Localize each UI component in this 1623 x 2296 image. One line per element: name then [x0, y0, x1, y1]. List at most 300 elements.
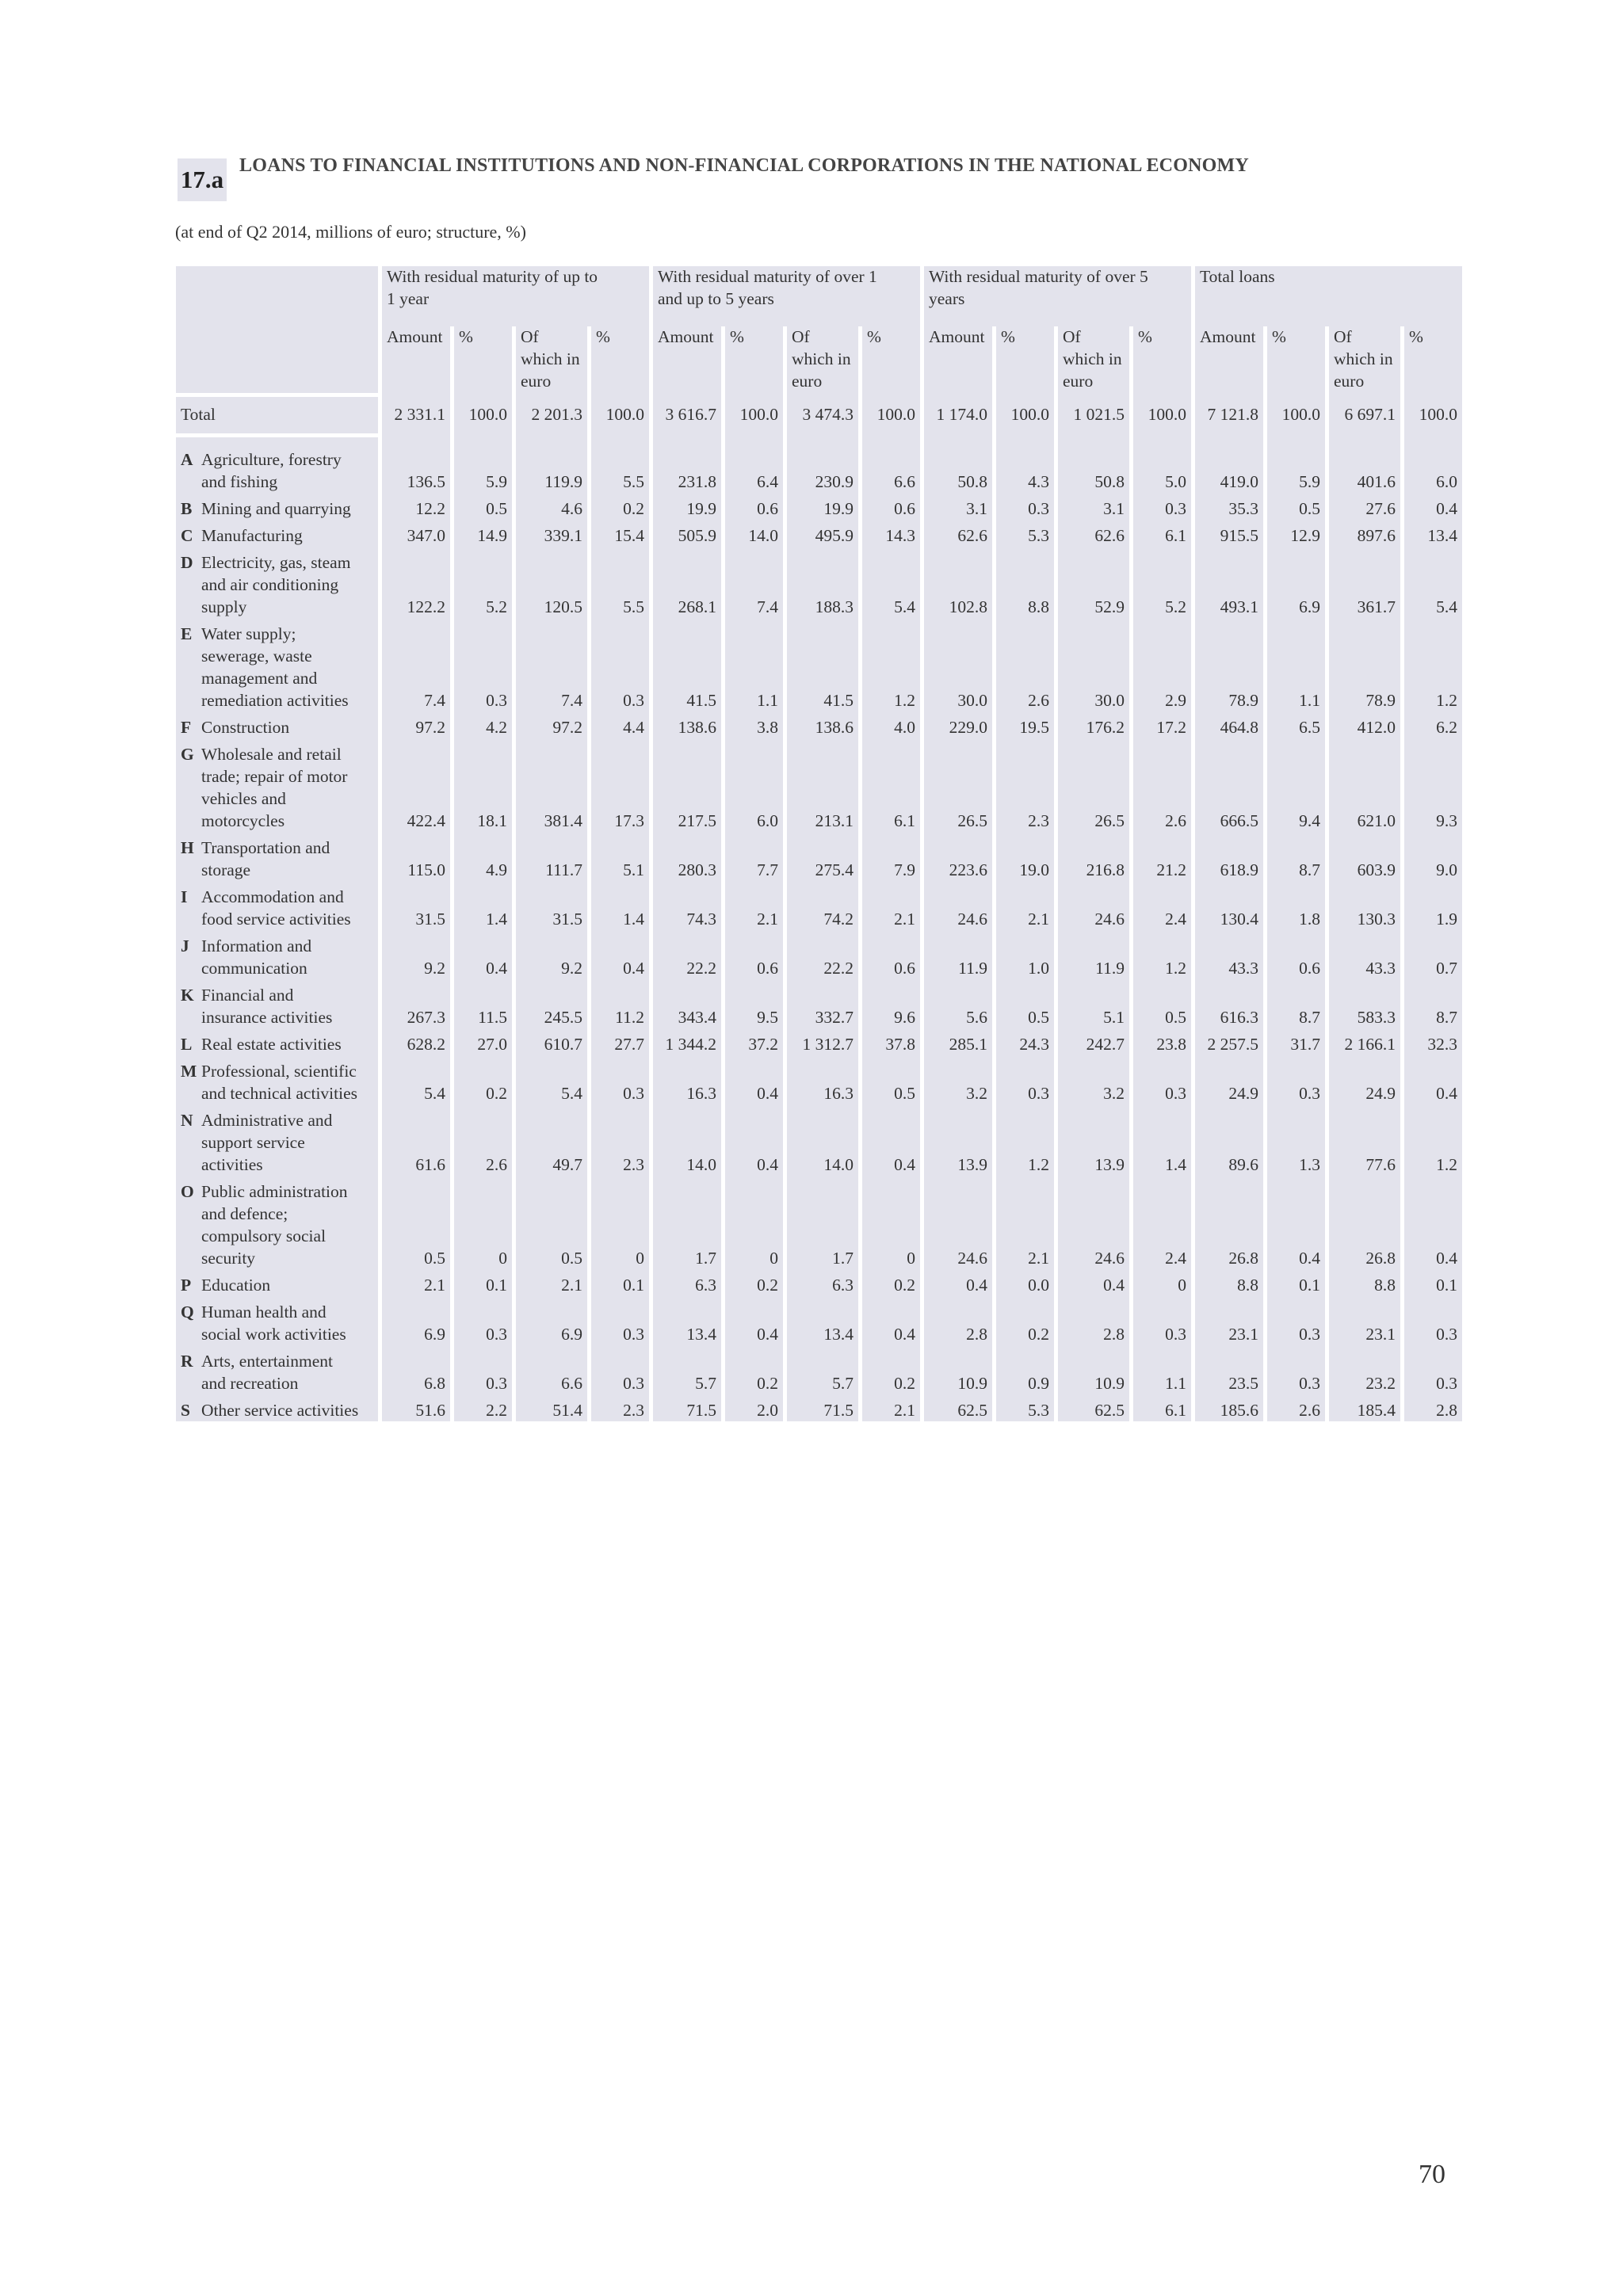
table-cell: 666.5 [1195, 738, 1263, 832]
table-cell: 628.2 [382, 1028, 450, 1055]
table-cell: 24.6 [1058, 881, 1129, 930]
table-row [176, 1028, 1462, 1055]
column-subheader: Of which in euro [516, 326, 587, 393]
table-cell: 10.9 [1058, 1345, 1129, 1394]
row-label-cell [176, 1394, 378, 1421]
table-cell: 78.9 [1329, 618, 1400, 711]
table-cell: 505.9 [653, 520, 721, 547]
table-cell: 115.0 [382, 832, 450, 881]
table-cell: 1.9 [1404, 881, 1462, 930]
table-cell: 2.1 [996, 881, 1054, 930]
table-cell: 493.1 [1195, 547, 1263, 618]
table-cell: 2.3 [591, 1394, 649, 1421]
table-cell: 4.6 [516, 493, 587, 520]
table-cell: 0.1 [1404, 1269, 1462, 1296]
table-cell: 6.1 [1133, 520, 1191, 547]
row-label-cell [176, 520, 378, 547]
table-cell: 0.7 [1404, 930, 1462, 979]
column-group-header [382, 266, 649, 326]
row-label: Other service activities [201, 1400, 359, 1420]
table-cell: 0.3 [1133, 1055, 1191, 1104]
table-cell: 41.5 [653, 618, 721, 711]
table-cell: 5.6 [924, 979, 992, 1028]
table-cell: 5.9 [1267, 437, 1325, 493]
table-row [176, 1176, 1462, 1269]
table-cell: 12.2 [382, 493, 450, 520]
row-letter: K [181, 985, 194, 1005]
table-cell: 0 [454, 1176, 512, 1269]
table-cell: 3.8 [725, 711, 783, 738]
table-cell: 51.6 [382, 1394, 450, 1421]
table-cell: 6.5 [1267, 711, 1325, 738]
row-label: Manufacturing [201, 525, 303, 545]
table-cell: 280.3 [653, 832, 721, 881]
table-cell: 119.9 [516, 437, 587, 493]
table-cell: 343.4 [653, 979, 721, 1028]
table-cell: 3.1 [924, 493, 992, 520]
table-cell: 4.9 [454, 832, 512, 881]
table-cell: 77.6 [1329, 1104, 1400, 1176]
table-cell: 9.2 [382, 930, 450, 979]
table-cell: 51.4 [516, 1394, 587, 1421]
row-label: Electricity, gas, steam and air conditioning supply [201, 552, 351, 616]
table-cell: 6.1 [1133, 1394, 1191, 1421]
table-cell: 1.7 [653, 1176, 721, 1269]
table-cell: 74.2 [787, 881, 858, 930]
table-cell: 2 166.1 [1329, 1028, 1400, 1055]
table-cell: 19.9 [653, 493, 721, 520]
row-label: Administrative and support service activities [201, 1110, 333, 1174]
table-cell: 0.6 [1267, 930, 1325, 979]
row-letter: D [181, 552, 193, 572]
table-cell: 6.1 [862, 738, 920, 832]
table-cell: 0.3 [454, 1296, 512, 1345]
table-cell: 1.8 [1267, 881, 1325, 930]
table-cell: 2 257.5 [1195, 1028, 1263, 1055]
table-cell: 0.5 [516, 1176, 587, 1269]
table-cell: 3 616.7 [653, 397, 721, 433]
table-cell: 0.2 [454, 1055, 512, 1104]
table-cell: 31.5 [382, 881, 450, 930]
table-cell: 100.0 [996, 397, 1054, 433]
table-cell: 0.1 [591, 1269, 649, 1296]
table-cell: 621.0 [1329, 738, 1400, 832]
table-cell: 0.3 [1267, 1055, 1325, 1104]
table-cell: 0.4 [725, 1296, 783, 1345]
row-letter: S [181, 1400, 190, 1420]
table-cell: 22.2 [787, 930, 858, 979]
table-row [176, 1296, 1462, 1345]
table-cell: 185.4 [1329, 1394, 1400, 1421]
table-cell: 138.6 [787, 711, 858, 738]
table-cell: 100.0 [591, 397, 649, 433]
table-cell: 2 201.3 [516, 397, 587, 433]
table-cell: 22.2 [653, 930, 721, 979]
table-cell: 0.2 [591, 493, 649, 520]
row-label-cell [176, 881, 378, 930]
table-cell: 0.5 [454, 493, 512, 520]
table-cell: 1 174.0 [924, 397, 992, 433]
table-cell: 24.3 [996, 1028, 1054, 1055]
row-letter: B [181, 498, 193, 518]
table-cell: 1.4 [1133, 1104, 1191, 1176]
table-cell: 347.0 [382, 520, 450, 547]
table-row [176, 1269, 1462, 1296]
table-cell: 8.7 [1267, 979, 1325, 1028]
table-cell: 16.3 [787, 1055, 858, 1104]
table-cell: 9.6 [862, 979, 920, 1028]
table-cell: 6.3 [787, 1269, 858, 1296]
table-row [176, 520, 1462, 547]
table-cell: 0.6 [862, 493, 920, 520]
table-cell: 0.2 [862, 1345, 920, 1394]
table-cell: 0.2 [862, 1269, 920, 1296]
row-label: Agriculture, forestry and fishing [201, 449, 342, 491]
column-subheader: Of which in euro [1329, 326, 1400, 393]
table-cell: 14.9 [454, 520, 512, 547]
table-row [176, 832, 1462, 881]
table-cell: 0.4 [591, 930, 649, 979]
table-cell: 100.0 [725, 397, 783, 433]
table-cell: 97.2 [516, 711, 587, 738]
table-cell: 6.0 [1404, 437, 1462, 493]
table-cell: 2.6 [454, 1104, 512, 1176]
table-cell: 0.9 [996, 1345, 1054, 1394]
table-cell: 13.9 [1058, 1104, 1129, 1176]
table-cell: 245.5 [516, 979, 587, 1028]
table-cell: 5.2 [1133, 547, 1191, 618]
table-cell: 30.0 [924, 618, 992, 711]
table-cell: 0.4 [1404, 1176, 1462, 1269]
table-cell: 1 021.5 [1058, 397, 1129, 433]
table-cell: 0.5 [996, 979, 1054, 1028]
loans-table [172, 266, 1466, 1421]
table-cell: 332.7 [787, 979, 858, 1028]
table-cell: 10.9 [924, 1345, 992, 1394]
column-group-header [1195, 266, 1462, 326]
row-label-cell [176, 1269, 378, 1296]
header-corner [176, 266, 378, 393]
table-cell: 19.5 [996, 711, 1054, 738]
row-label: Education [201, 1275, 271, 1295]
column-group-label: With residual maturity of over 1 and up to 5 years [658, 267, 877, 308]
table-cell: 267.3 [382, 979, 450, 1028]
table-cell: 2.8 [1058, 1296, 1129, 1345]
column-group-label: With residual maturity of up to 1 year [387, 267, 598, 308]
table-cell: 8.7 [1267, 832, 1325, 881]
column-subheader: % [1404, 326, 1462, 393]
table-cell: 27.7 [591, 1028, 649, 1055]
table-cell: 0.0 [996, 1269, 1054, 1296]
table-cell: 2.8 [924, 1296, 992, 1345]
row-label-cell [176, 547, 378, 618]
row-label: Wholesale and retail trade; repair of motor vehicles and motorcycles [201, 744, 348, 830]
table-row [176, 1394, 1462, 1421]
table-cell: 27.6 [1329, 493, 1400, 520]
row-label-cell [176, 1176, 378, 1269]
table-cell: 412.0 [1329, 711, 1400, 738]
row-letter: R [181, 1351, 193, 1371]
table-cell: 0.4 [454, 930, 512, 979]
table-cell: 213.1 [787, 738, 858, 832]
table-cell: 6.2 [1404, 711, 1462, 738]
table-cell: 6.9 [382, 1296, 450, 1345]
table-cell: 361.7 [1329, 547, 1400, 618]
row-label: Total [176, 397, 378, 433]
row-letter: P [181, 1275, 192, 1295]
table-cell: 5.4 [862, 547, 920, 618]
table-cell: 5.1 [591, 832, 649, 881]
table-cell: 2.0 [725, 1394, 783, 1421]
table-cell: 0.4 [1404, 493, 1462, 520]
table-cell: 2.1 [862, 1394, 920, 1421]
column-subheader: Of which in euro [787, 326, 858, 393]
table-cell: 897.6 [1329, 520, 1400, 547]
table-cell: 0 [1133, 1269, 1191, 1296]
column-subheader: % [591, 326, 649, 393]
table-cell: 41.5 [787, 618, 858, 711]
row-label: Transportation and storage [201, 837, 330, 879]
table-row [176, 930, 1462, 979]
table-row [176, 1345, 1462, 1394]
table-cell: 3.2 [1058, 1055, 1129, 1104]
row-letter: N [181, 1110, 193, 1130]
table-cell: 100.0 [1267, 397, 1325, 433]
table-cell: 2.4 [1133, 881, 1191, 930]
table-row [176, 547, 1462, 618]
table-cell: 7 121.8 [1195, 397, 1263, 433]
table-cell: 0.3 [591, 1296, 649, 1345]
table-cell: 78.9 [1195, 618, 1263, 711]
row-label-cell [176, 1104, 378, 1176]
table-cell: 229.0 [924, 711, 992, 738]
table-cell: 6.9 [1267, 547, 1325, 618]
table-cell: 11.9 [924, 930, 992, 979]
table-cell: 0.3 [1404, 1345, 1462, 1394]
table-cell: 7.4 [516, 618, 587, 711]
table-cell: 0.6 [725, 930, 783, 979]
table-cell: 5.0 [1133, 437, 1191, 493]
row-letter: Q [181, 1302, 194, 1322]
table-cell: 0.1 [454, 1269, 512, 1296]
table-cell: 30.0 [1058, 618, 1129, 711]
table-cell: 223.6 [924, 832, 992, 881]
table-row [176, 1055, 1462, 1104]
table-cell: 0.3 [1267, 1345, 1325, 1394]
column-group-header [653, 266, 920, 326]
table-cell: 1.7 [787, 1176, 858, 1269]
table-cell: 1.1 [725, 618, 783, 711]
table-cell: 2.2 [454, 1394, 512, 1421]
table-cell: 0.3 [1133, 493, 1191, 520]
table-cell: 2.6 [996, 618, 1054, 711]
table-cell: 13.4 [787, 1296, 858, 1345]
table-cell: 11.2 [591, 979, 649, 1028]
table-cell: 185.6 [1195, 1394, 1263, 1421]
table-cell: 13.9 [924, 1104, 992, 1176]
table-cell: 7.7 [725, 832, 783, 881]
table-row [176, 437, 1462, 493]
table-cell: 9.0 [1404, 832, 1462, 881]
row-letter: G [181, 744, 194, 764]
table-cell: 6.6 [862, 437, 920, 493]
table-cell: 24.9 [1329, 1055, 1400, 1104]
table-cell: 5.7 [653, 1345, 721, 1394]
column-subheader: % [996, 326, 1054, 393]
table-cell: 14.3 [862, 520, 920, 547]
table-cell: 49.7 [516, 1104, 587, 1176]
column-subheader: Amount [382, 326, 450, 393]
table-cell: 24.9 [1195, 1055, 1263, 1104]
table-cell: 2.1 [382, 1269, 450, 1296]
table-cell: 27.0 [454, 1028, 512, 1055]
table-cell: 35.3 [1195, 493, 1263, 520]
table-cell: 7.4 [382, 618, 450, 711]
table-cell: 4.3 [996, 437, 1054, 493]
table-cell: 138.6 [653, 711, 721, 738]
table-cell: 6.9 [516, 1296, 587, 1345]
table-cell: 4.0 [862, 711, 920, 738]
table-subtitle: (at end of Q2 2014, millions of euro; structure, %) [175, 222, 526, 242]
table-cell: 50.8 [924, 437, 992, 493]
table-cell: 71.5 [787, 1394, 858, 1421]
column-group-label: With residual maturity of over 5 years [929, 267, 1148, 308]
table-cell: 242.7 [1058, 1028, 1129, 1055]
table-cell: 1.2 [862, 618, 920, 711]
row-label: Water supply; sewerage, waste management and remediation activities [201, 624, 349, 710]
table-cell: 2.8 [1404, 1394, 1462, 1421]
row-label: Real estate activities [201, 1034, 342, 1054]
table-cell: 5.5 [591, 547, 649, 618]
column-subheader: % [1267, 326, 1325, 393]
table-cell: 2.6 [1133, 738, 1191, 832]
table-cell: 17.3 [591, 738, 649, 832]
table-cell: 0.4 [1267, 1176, 1325, 1269]
table-cell: 120.5 [516, 547, 587, 618]
table-cell: 0.3 [996, 493, 1054, 520]
table-cell: 5.4 [382, 1055, 450, 1104]
table-cell: 230.9 [787, 437, 858, 493]
table-cell: 0.5 [1267, 493, 1325, 520]
table-cell: 43.3 [1195, 930, 1263, 979]
table-cell: 9.5 [725, 979, 783, 1028]
row-label: Mining and quarrying [201, 498, 351, 518]
row-label-cell [176, 711, 378, 738]
table-cell: 618.9 [1195, 832, 1263, 881]
table-cell: 11.5 [454, 979, 512, 1028]
table-cell: 216.8 [1058, 832, 1129, 881]
table-cell: 100.0 [454, 397, 512, 433]
table-cell: 100.0 [1404, 397, 1462, 433]
table-cell: 61.6 [382, 1104, 450, 1176]
table-cell: 231.8 [653, 437, 721, 493]
table-cell: 26.5 [1058, 738, 1129, 832]
table-cell: 5.9 [454, 437, 512, 493]
table-cell: 24.6 [1058, 1176, 1129, 1269]
table-cell: 62.6 [924, 520, 992, 547]
row-letter: L [181, 1034, 193, 1054]
table-cell: 5.3 [996, 520, 1054, 547]
table-cell: 2.1 [516, 1269, 587, 1296]
table-cell: 0.4 [1058, 1269, 1129, 1296]
table-cell: 2.3 [591, 1104, 649, 1176]
table-cell: 13.4 [1404, 520, 1462, 547]
row-letter: F [181, 717, 192, 737]
table-cell: 0.1 [1267, 1269, 1325, 1296]
row-label: Accommodation and food service activities [201, 887, 351, 929]
table-cell: 50.8 [1058, 437, 1129, 493]
row-letter: M [181, 1061, 197, 1081]
table-cell: 0.4 [725, 1055, 783, 1104]
table-cell: 2.1 [725, 881, 783, 930]
table-cell: 26.8 [1329, 1176, 1400, 1269]
table-cell: 1.1 [1267, 618, 1325, 711]
row-letter: I [181, 887, 188, 906]
table-cell: 9.4 [1267, 738, 1325, 832]
table-cell: 14.0 [787, 1104, 858, 1176]
row-label-cell [176, 1345, 378, 1394]
table-cell: 339.1 [516, 520, 587, 547]
table-cell: 0.3 [591, 1345, 649, 1394]
row-label-cell [176, 493, 378, 520]
table-cell: 0.2 [725, 1269, 783, 1296]
table-cell: 495.9 [787, 520, 858, 547]
column-subheader: Of which in euro [1058, 326, 1129, 393]
table-cell: 24.6 [924, 1176, 992, 1269]
table-cell: 11.9 [1058, 930, 1129, 979]
row-label: Human health and social work activities [201, 1302, 346, 1344]
table-cell: 616.3 [1195, 979, 1263, 1028]
table-cell: 8.7 [1404, 979, 1462, 1028]
page-number: 70 [1419, 2160, 1445, 2189]
table-cell: 0.5 [862, 1055, 920, 1104]
table-cell: 16.3 [653, 1055, 721, 1104]
table-row [176, 979, 1462, 1028]
row-label: Arts, entertainment and recreation [201, 1351, 333, 1393]
table-cell: 0.3 [1267, 1296, 1325, 1345]
table-cell: 0.3 [1404, 1296, 1462, 1345]
table-cell: 2.4 [1133, 1176, 1191, 1269]
row-letter: J [181, 936, 189, 955]
table-cell: 3 474.3 [787, 397, 858, 433]
table-cell: 14.0 [725, 520, 783, 547]
table-cell: 12.9 [1267, 520, 1325, 547]
row-label-cell [176, 437, 378, 493]
table-cell: 6.3 [653, 1269, 721, 1296]
table-cell: 176.2 [1058, 711, 1129, 738]
table-cell: 2.3 [996, 738, 1054, 832]
table-cell: 419.0 [1195, 437, 1263, 493]
table-cell: 1.4 [591, 881, 649, 930]
table-cell: 136.5 [382, 437, 450, 493]
table-cell: 6.8 [382, 1345, 450, 1394]
table-cell: 0 [725, 1176, 783, 1269]
table-cell: 0.3 [454, 618, 512, 711]
table-cell: 0.4 [725, 1104, 783, 1176]
table-cell: 1.1 [1133, 1345, 1191, 1394]
table-cell: 1.0 [996, 930, 1054, 979]
column-subheader: Amount [1195, 326, 1263, 393]
table-cell: 17.2 [1133, 711, 1191, 738]
table-cell: 188.3 [787, 547, 858, 618]
table-cell: 1 344.2 [653, 1028, 721, 1055]
table-cell: 26.8 [1195, 1176, 1263, 1269]
row-label-cell [176, 738, 378, 832]
row-letter: C [181, 525, 193, 545]
table-cell: 0.3 [996, 1055, 1054, 1104]
row-label: Public administration and defence; compulsory social security [201, 1181, 348, 1268]
table-cell: 97.2 [382, 711, 450, 738]
